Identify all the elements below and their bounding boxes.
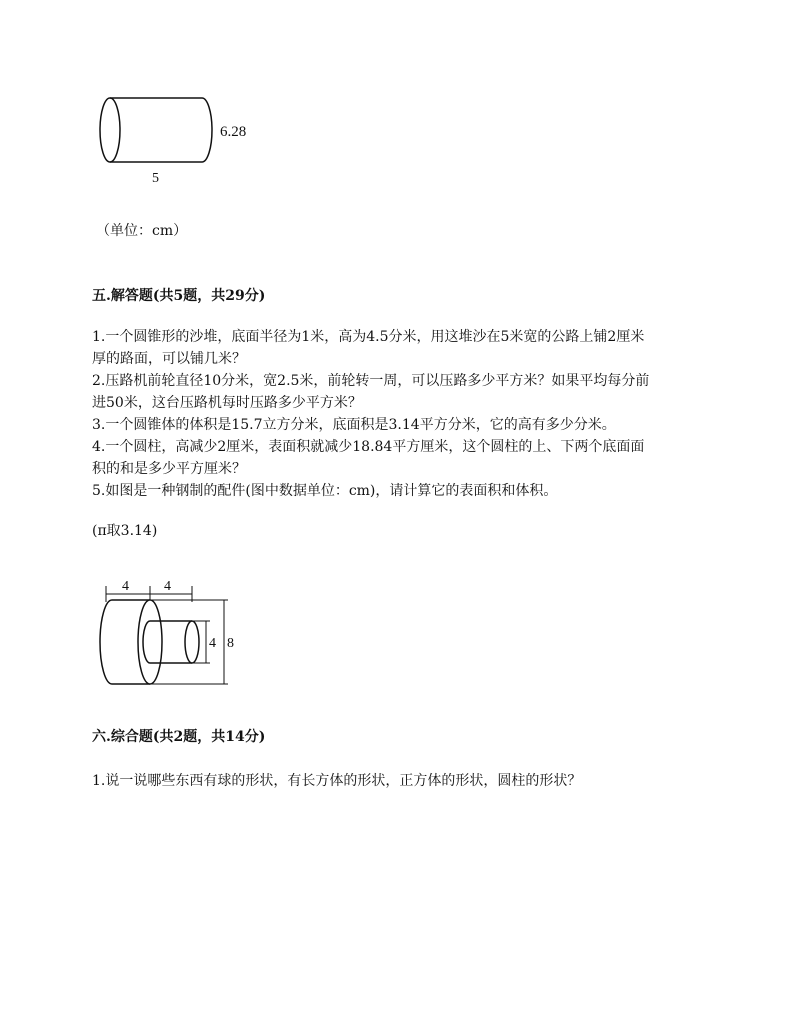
large-cylinder-face [138,600,162,684]
cylinder-right-face [202,98,212,162]
steel-part-figure [92,572,242,687]
question-line: 5.如图是一种钢制的配件(图中数据单位：cm)，请计算它的表面积和体积。 [92,483,558,499]
dim-label-a: 4 [122,579,129,594]
question-line: 进50米，这台压路机每时压路多少平方米？ [92,395,362,411]
small-cylinder-face [185,621,199,663]
cylinder-left-face [100,98,120,162]
section-5-questions [92,326,649,502]
section-6-title: 六.综合题(共2题，共14分) [92,729,266,745]
question-line: 厚的路面，可以铺几米？ [92,351,246,367]
dim-label-b: 4 [164,579,171,594]
cylinder-height-label: 6.28 [220,124,247,140]
dim-label-d: 8 [227,636,234,651]
question-line: 2.压路机前轮直径10分米，宽2.5米，前轮转一周，可以压路多少平方米？如果平均每分前 [92,373,650,389]
cylinder-figure [92,90,262,190]
cylinder-width-label: 5 [152,171,159,186]
question-line: 积的和是多少平方厘米？ [92,461,246,477]
large-cylinder-back [100,600,112,684]
unit-note: （单位：cm） [96,223,188,239]
question-line: 1.一个圆锥形的沙堆，底面半径为1米，高为4.5分米，用这堆沙在5米宽的公路上铺2厘米 [92,329,645,345]
dim-label-c: 4 [209,636,216,651]
question-line: 3.一个圆锥体的体积是15.7立方分米，底面积是3.14平方分米，它的高有多少分米。 [92,417,616,433]
section-5-title: 五.解答题(共5题，共29分) [92,288,266,304]
pi-note: (π取3.14) [92,523,158,539]
question-line: 4.一个圆柱，高减少2厘米，表面积就减少18.84平方厘米，这个圆柱的上、下两个底面面 [92,439,645,455]
section-6-question-1: 1.说一说哪些东西有球的形状，有长方体的形状，正方体的形状，圆柱的形状？ [92,773,582,789]
